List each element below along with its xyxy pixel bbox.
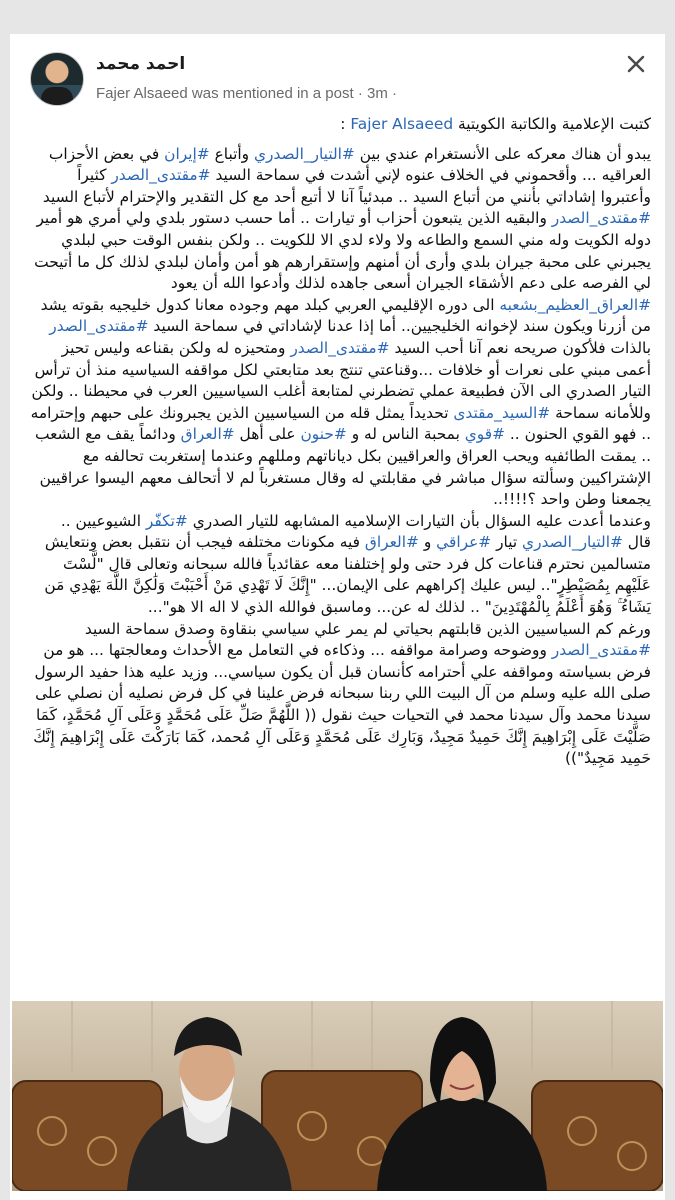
hashtag-link[interactable]: #حنون [300, 425, 347, 444]
hashtag-link[interactable]: #التيار_الصدري [522, 533, 623, 552]
hashtag-link[interactable]: #مقتدى_الصدر [49, 317, 149, 336]
post-text: في بعض الأحزاب العراقيه ... وأقحموني في الخلاف عنوه لإني أشدت في سماحة السيد [48, 144, 651, 185]
post-paragraph [26, 532, 651, 618]
post-text: بالذات فلأكون صريحه نعم آنا أحب السيد [389, 338, 651, 357]
close-icon[interactable] [623, 51, 649, 77]
intro-text: كتبت الإعلامية والكاتبة الكويتية [453, 115, 651, 133]
facebook-post-card [10, 34, 665, 1200]
post-text: كثيراً وأعتبروا إشاداتي بأنني من أتباع السيد .. مبدئياً آنا لا أتبع أحد مع كل التقدير والإحترام لأتباع السيد [42, 166, 651, 206]
author-name[interactable]: احمد محمد [96, 54, 186, 74]
hashtag-link[interactable]: #إيران [164, 144, 210, 163]
post-text: تحديداً يمثل قله من السياسيين الذين يجبرونك على حبهم وإحترامه .. فهو القوي الحنون .. [30, 403, 651, 444]
post-meta: Fajer Alsaeed was mentioned in a post · 3m · [96, 85, 397, 102]
hashtag-link[interactable]: #تكفّر [145, 511, 188, 530]
post-text: تيار [491, 533, 523, 552]
hashtag-link[interactable]: #قوي [464, 425, 506, 444]
hashtag-link[interactable]: #العراق_العظيم_بشعبه [499, 295, 651, 314]
post-text: والبقيه الذين يتبعون أحزاب أو تيارات .. أما حسب دستور بلدي ولي أمري هو أمير دوله الكويت وله مني السمع والطاعه ولا ولاء لدي الا للكويت .. ولكن بنفس الوقت حبي لبلدي يجبرني على محبة جيران بلدي وأرى أن أمنهم وإستقرارهم هو أمن وأمان لبلدي لذلك كل ما أتيحت لي الفرصه على دعم الأشقاء الجيران أسعى جاهده لذلك وأدعوا الله أن يعود [34, 209, 651, 293]
hashtag-link[interactable]: #العراق [180, 425, 235, 444]
post-text: ودائماً يقف مع الشعب .. يمقت الطائفيه ويحب العراق والعراقيين بكل دياناتهم ومللهم وعندما إستغربت تحالفه مع الإشتراكيين وسألته سؤال مباشر في مقابلتي له وقال مستغرباً لم لا أتحالف معهم اليسوا عراقيين يجمعنا وطن واحد ؟!!!!.. [34, 425, 651, 509]
hashtag-link[interactable]: #مقتدى_الصدر [551, 209, 651, 228]
post-text: ومتحيزه له ولكن بقناعه وليس تحيز أعمى مبني على نعرات أو خلافات ...وقناعتي تنتج بعد متابعتي لكل مواقفه السياسيه منذ أن ترأس التيار الصدري الى الآن فطبيعة عملي تضطرني لمتابعة أغلب السياسيين العرب في محيطنا .. ولكن وللأمانه سماحة [31, 338, 651, 422]
mention-link[interactable]: Fajer Alsaeed [350, 115, 454, 133]
hashtag-link[interactable]: #مقتدى_الصدر [551, 641, 651, 660]
hashtag-link[interactable]: #التيار_الصدري [253, 144, 355, 163]
post-text: يبدو أن هناك معركه على الأنستغرام عندي بين [354, 144, 651, 163]
post-text: وعندما أعدت عليه السؤال بأن التيارات الإسلاميه المشابهه للتيار الصدري [187, 511, 651, 530]
post-paragraph [26, 511, 651, 533]
hashtag-link[interactable]: #مقتدى_الصدر [111, 166, 211, 185]
post-body [26, 114, 651, 770]
post-text: ووضوحه وصرامة مواقفه ... وذكاءه في التعامل مع الأحداث ومعالجتها ... هو من فرض بسياسته ومواقفه علي أحترامه كأنسان قبل أن يكون سياسي... وزيد عليه هذا حفيد الرسول صلى الله عليه وسلم من آل البيت اللي ربنا سبحانه فرض علينا في كل فرض نصليه أن نصلي على سيدنا محمد وآل سيدنا محمد في التحيات حيث نقول (( اللَّهُمَّ صَلِّ عَلَى مُحَمَّدٍ وَعَلَى آلِ مُحَمَّدٍ، كَمَا صَلَّيْتَ عَلَى إِبْرَاهِيمَ إِنَّكَ حَمِيدٌ مَجِيدٌ، وَبَارِك عَلَى مُحَمَّدٍ وَعَلَى آلِ مُحمد، كَمَا بَارَكْتَ عَلَى إِبْرَاهِيمَ إِنَّكَ حَمِيد مَجِيدٌ")) [33, 641, 651, 768]
hashtag-link[interactable]: #مقتدى_الصدر [290, 338, 390, 357]
hashtag-link[interactable]: #السيد_مقتدى [453, 403, 551, 422]
post-text: بمحبة الناس له و [346, 425, 465, 444]
post-text: قال [622, 533, 651, 552]
intro-suffix: : [340, 115, 351, 133]
avatar[interactable] [30, 52, 84, 106]
post-photo[interactable] [12, 1001, 663, 1191]
post-text: الشيوعيين .. [60, 511, 146, 530]
hashtag-link[interactable]: #عراقي [436, 533, 492, 552]
post-paragraph [26, 144, 651, 511]
post-paragraph [26, 619, 651, 770]
post-text: و [418, 533, 437, 552]
post-text: فيه مكونات مختلفه فيجب أن نتقبل بعض ونتعايش متسالمين نحترم قناعات كل فرد حتى ولو إختلفنا معه عقائدياً فالله سبحانه وتعالى قال "لَّسْتَ عَلَيْهِم بِمُصَيْطِرٍ".. ليس عليك إكراههم على الإيمان... "إِنَّكَ لَا تَهْدِي مَنْ أَحْبَبْتَ وَلَٰكِنَّ اللَّهَ يَهْدِي مَن يَشَاءُ ۚ وَهُوَ أَعْلَمُ بِالْمُهْتَدِينَ" .. لذلك له عن... وماسبق فوالله الذي لا اله الا هو"... [44, 533, 651, 617]
post-text: ورغم كم السياسيين الذين قابلتهم بحياتي لم يمر علي سياسي بنقاوة وصدق سماحة السيد [84, 619, 651, 638]
post-header [10, 34, 665, 100]
hashtag-link[interactable]: #العراق [364, 533, 419, 552]
post-intro [26, 114, 651, 136]
post-text: على أهل [234, 425, 301, 444]
post-text: وأتباع [209, 144, 254, 163]
post-text: الى دوره الإقليمي العربي كبلد مهم وجوده معانا كدول خليجيه بقوته يشد من أزرنا ويكون سند لإخوانه الخليجيين.. أما إذا عدنا لإشاداتي في سماحة السيد [40, 295, 651, 336]
